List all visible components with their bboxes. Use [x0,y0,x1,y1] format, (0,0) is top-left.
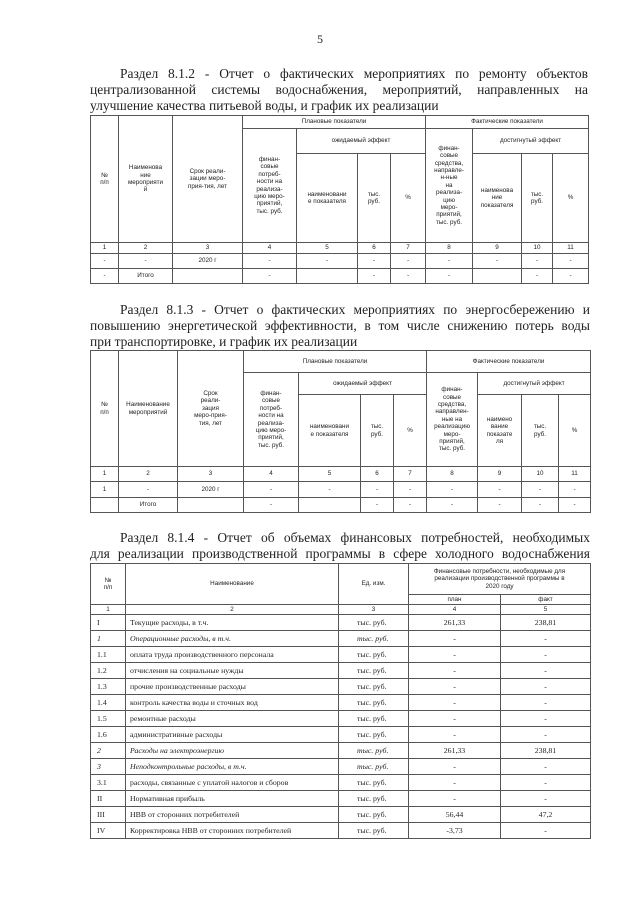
header-fact-finance: финан- совые средства, направле- н-ные на реализа- цию меро- приятий, тыс. руб. [426,129,473,243]
table-cell: - [522,254,553,269]
row-fact: - [501,663,591,679]
row-number: 1.3 [91,679,126,695]
header-plan-indicator: наименовани е показателя [297,154,358,243]
header-fact-percent: % [553,154,589,243]
column-number: 4 [244,467,299,482]
header-fact-effect: достигнутый эффект [473,129,589,154]
header-term: Срок реали- зации меро- прия-тия, лет [173,116,243,243]
header-plan-rub: тыс. руб. [358,154,391,243]
table-row [91,743,591,759]
table-cell: - [522,269,553,284]
table-cell [299,498,361,513]
header-fact-rub: тыс. руб. [522,154,553,243]
header-plan-percent: % [394,395,427,467]
row-name: ремонтные расходы [126,711,339,727]
table-cell: - [244,498,299,513]
row-unit: тыс. руб. [339,791,409,807]
table-cell: - [391,254,426,269]
row-number: 2 [91,743,126,759]
table-8-1-2 [90,115,589,284]
header-number: № п/п [91,351,119,467]
column-number: 1 [91,605,126,615]
column-number: 5 [299,467,361,482]
row-plan: 56,44 [409,807,501,823]
header-plan-effect: ожидаемый эффект [299,373,427,395]
header-plan-effect: ожидаемый эффект [297,129,426,154]
table-row [91,631,591,647]
row-plan: - [409,775,501,791]
row-plan: - [409,631,501,647]
table-row [91,807,591,823]
table-cell: Итого [119,498,178,513]
column-number: 6 [358,243,391,254]
header-name: Наименование [126,564,339,605]
table-cell: - [394,498,427,513]
table-cell: - [559,498,591,513]
column-number: 2 [126,605,339,615]
column-number: 11 [559,467,591,482]
row-number: IV [91,823,126,839]
header-fact-effect: достигнутый эффект [478,373,591,395]
table-8-1-3 [90,350,591,513]
table-row [91,615,591,631]
heading-line: Раздел 8.1.4 - Отчет об объемах финансовых потребностей, необходимых [120,530,590,545]
row-number: II [91,791,126,807]
heading-line: повышению энергетической эффективности, в том числе снижению потерь воды [90,318,590,333]
header-fact: Фактические показатели [426,116,589,129]
header-financial-needs: Финансовые потребности, необходимые для реализации производственной программы в 2020 году [409,564,591,595]
column-number: 10 [522,467,559,482]
row-name: оплата труда производственного персонала [126,647,339,663]
table-cell: - [358,269,391,284]
row-number: I [91,615,126,631]
column-numbers-row [91,467,591,482]
row-fact: 238,81 [501,615,591,631]
header-number: № п/п [91,564,126,605]
table-cell [297,269,358,284]
column-number: 2 [119,243,173,254]
row-fact: - [501,695,591,711]
row-name: Корректировка НВВ от сторонних потребителей [126,823,339,839]
row-fact: 238,81 [501,743,591,759]
column-number: 3 [339,605,409,615]
table-row [91,711,591,727]
header-fact-rub: тыс. руб. [522,395,559,467]
row-plan: - [409,679,501,695]
heading-line: при транспортировке, и график их реализации [90,334,358,349]
table-row [91,775,591,791]
column-number: 7 [391,243,426,254]
header-plan: Плановые показатели [244,351,427,373]
row-fact: - [501,631,591,647]
table-cell: - [427,498,478,513]
header-plan-finance: финан- совые потреб- ности на реализа- цию меро- приятий, тыс. руб. [244,373,299,467]
column-number: 9 [478,467,522,482]
row-unit: тыс. руб. [339,663,409,679]
heading-line: Раздел 8.1.3 - Отчет о фактических мероприятиях по энергосбережению и [120,302,590,317]
table-row [91,759,591,775]
row-unit: тыс. руб. [339,695,409,711]
table-cell: 2020 г [178,482,244,498]
column-number: 3 [173,243,243,254]
row-fact: - [501,679,591,695]
table-cell [173,269,243,284]
table-cell: - [243,254,297,269]
row-unit: тыс. руб. [339,615,409,631]
row-name: Неподконтрольные расходы, в т.ч. [126,759,339,775]
row-unit: тыс. руб. [339,647,409,663]
column-number: 8 [426,243,473,254]
header-plan-rub: тыс. руб. [361,395,394,467]
section-8-1-2-heading [90,66,588,114]
header-fact-percent: % [559,395,591,467]
table-cell: - [478,482,522,498]
heading-line: централизованной системы водоснабжения, мероприятий, направленных на [90,82,588,97]
row-unit: тыс. руб. [339,775,409,791]
row-name: контроль качества воды и сточных вод [126,695,339,711]
table-cell: - [244,482,299,498]
row-name: административные расходы [126,727,339,743]
column-number: 9 [473,243,522,254]
header-fact: Фактические показатели [427,351,591,373]
row-fact: 47,2 [501,807,591,823]
column-number: 6 [361,467,394,482]
header-term: Срок реали- зация меро-прия- тия, лет [178,351,244,467]
row-unit: тыс. руб. [339,743,409,759]
column-number: 3 [178,467,244,482]
row-plan: 261,33 [409,615,501,631]
row-name: НВВ от сторонних потребителей [126,807,339,823]
row-name: Расходы на электроэнергию [126,743,339,759]
row-fact: - [501,775,591,791]
page-number: 5 [317,32,323,46]
table-cell: - [427,482,478,498]
table-cell: - [426,269,473,284]
row-plan: - [409,791,501,807]
table-cell [91,498,119,513]
table-cell: - [243,269,297,284]
row-plan: - [409,695,501,711]
row-unit: тыс. руб. [339,727,409,743]
table-cell: - [553,254,589,269]
row-fact: - [501,759,591,775]
table-cell: 1 [91,482,119,498]
row-name: Операционные расходы, в т.ч. [126,631,339,647]
row-fact: - [501,647,591,663]
row-number: 1.4 [91,695,126,711]
table-8-1-4 [90,563,591,839]
row-number: 1.2 [91,663,126,679]
table-cell: - [119,482,178,498]
table-row [91,791,591,807]
table-cell: - [478,498,522,513]
header-plan: план [409,595,501,605]
header-fact-indicator: наимено вание показате ля [478,395,522,467]
row-name: Текущие расходы, в т.ч. [126,615,339,631]
column-number: 5 [501,605,591,615]
table-cell: - [91,269,119,284]
table-row [91,727,591,743]
table-row [91,679,591,695]
table-row [91,647,591,663]
row-unit: тыс. руб. [339,711,409,727]
row-plan: - [409,727,501,743]
header-plan: Плановые показатели [243,116,426,129]
header-number: № п/п [91,116,119,243]
row-name: отчисления на социальные нужды [126,663,339,679]
header-fact: факт [501,595,591,605]
row-name: Нормативная прибыль [126,791,339,807]
header-plan-finance: финан- совые потреб- ности на реализа- цию меро- приятий, тыс. руб. [243,129,297,243]
row-plan: - [409,663,501,679]
row-number: 1.5 [91,711,126,727]
table-cell: - [522,498,559,513]
table-cell: - [394,482,427,498]
column-number: 10 [522,243,553,254]
section-8-1-4-heading [90,530,590,562]
column-number: 4 [409,605,501,615]
row-plan: - [409,711,501,727]
row-number: 1 [91,631,126,647]
row-plan: - [409,647,501,663]
table-cell: - [91,254,119,269]
row-plan: - [409,759,501,775]
table-cell: - [473,254,522,269]
table-cell: - [426,254,473,269]
table-cell: - [361,498,394,513]
row-number: III [91,807,126,823]
table-cell: - [522,482,559,498]
column-numbers-row [91,605,591,615]
header-plan-percent: % [391,154,426,243]
row-fact: - [501,823,591,839]
row-fact: - [501,727,591,743]
table-cell: - [361,482,394,498]
table-row [91,695,591,711]
header-name: Наименова ние мероприяти й [119,116,173,243]
table-cell [178,498,244,513]
row-unit: тыс. руб. [339,631,409,647]
column-number: 2 [119,467,178,482]
column-number: 8 [427,467,478,482]
table-cell: - [299,482,361,498]
total-row [91,269,589,284]
header-fact-finance: финан- совые средства, направлен- ные на реализацию меро- приятий, тыс. руб. [427,373,478,467]
table-cell: - [391,269,426,284]
column-number: 1 [91,243,119,254]
row-unit: тыс. руб. [339,823,409,839]
table-row [91,663,591,679]
heading-line: Раздел 8.1.2 - Отчет о фактических мероприятиях по ремонту объектов [120,66,588,81]
total-row [91,498,591,513]
table-cell: - [553,269,589,284]
row-fact: - [501,711,591,727]
table-row [91,823,591,839]
heading-line: улучшение качества питьевой воды, и график их реализации [90,98,439,113]
column-number: 11 [553,243,589,254]
table-cell [473,269,522,284]
row-unit: тыс. руб. [339,807,409,823]
table-row [91,254,589,269]
table-cell: Итого [119,269,173,284]
column-number: 5 [297,243,358,254]
header-unit: Ед. изм. [339,564,409,605]
table-cell: - [358,254,391,269]
column-number: 1 [91,467,119,482]
table-cell: - [119,254,173,269]
row-number: 3 [91,759,126,775]
table-cell: - [297,254,358,269]
row-name: расходы, связанные с уплатой налогов и сборов [126,775,339,791]
row-number: 1.6 [91,727,126,743]
table-row [91,482,591,498]
row-fact: - [501,791,591,807]
row-unit: тыс. руб. [339,759,409,775]
row-unit: тыс. руб. [339,679,409,695]
row-number: 3.1 [91,775,126,791]
row-plan: 261,33 [409,743,501,759]
column-numbers-row [91,243,589,254]
column-number: 4 [243,243,297,254]
section-8-1-3-heading [90,302,590,350]
table-cell: - [559,482,591,498]
column-number: 7 [394,467,427,482]
header-fact-indicator: наименова ние показателя [473,154,522,243]
row-plan: -3,73 [409,823,501,839]
header-name: Наименование мероприятий [119,351,178,467]
header-plan-indicator: наименовани е показателя [299,395,361,467]
table-cell: 2020 г [173,254,243,269]
heading-line: для реализации производственной программы в сфере холодного водоснабжения [90,546,590,561]
row-number: 1.1 [91,647,126,663]
row-name: прочие производственные расходы [126,679,339,695]
